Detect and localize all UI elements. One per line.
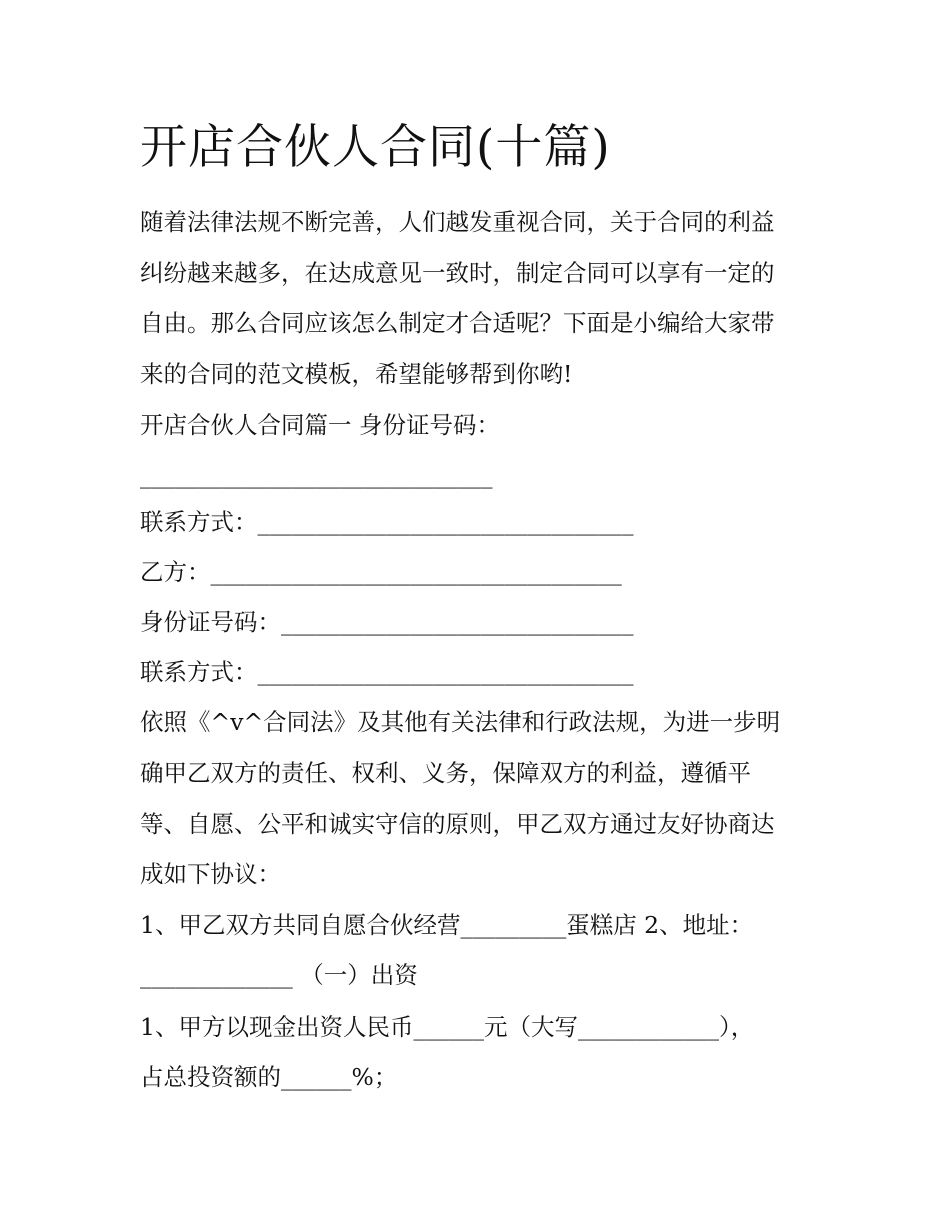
body-line-3: 等、自愿、公平和诚实守信的原则，甲乙双方通过友好协商达	[140, 810, 775, 838]
clause-line-2: _____________ （一）出资	[140, 961, 418, 989]
contact-field-party-b: 联系方式：________________________________	[140, 658, 634, 686]
intro-line-3: 自由。那么合同应该怎么制定才合适呢？下面是小编给大家带	[140, 309, 775, 337]
intro-line-4: 来的合同的范文模板，希望能够帮到你哟!	[140, 360, 573, 388]
clause-line-4: 占总投资额的______%；	[140, 1063, 398, 1091]
clause-line-3: 1、甲方以现金出资人民币______元（大写____________），	[140, 1013, 755, 1041]
body-line-1: 依照《^v^合同法》及其他有关法律和行政法规，为进一步明	[140, 708, 781, 736]
body-line-2: 确甲乙双方的责任、权利、义务，保障双方的利益，遵循平	[140, 759, 751, 787]
intro-line-2: 纠纷越来越多，在达成意见一致时，制定合同可以享有一定的	[140, 259, 775, 287]
party-b-field: 乙方：___________________________________	[140, 558, 622, 586]
intro-line-1: 随着法律法规不断完善，人们越发重视合同，关于合同的利益	[140, 208, 775, 236]
id-number-field-party-b: 身份证号码：______________________________	[140, 608, 634, 636]
clause-line-1: 1、甲乙双方共同自愿合伙经营_________蛋糕店 2、地址：	[140, 911, 754, 939]
section-heading-line: 开店合伙人合同篇一 身份证号码：	[140, 411, 500, 439]
id-number-blank: ______________________________	[140, 461, 493, 489]
body-line-4: 成如下协议：	[140, 860, 281, 888]
contact-field-party-a: 联系方式：________________________________	[140, 508, 634, 536]
document-title: 开店合伙人合同(十篇)	[140, 120, 611, 175]
